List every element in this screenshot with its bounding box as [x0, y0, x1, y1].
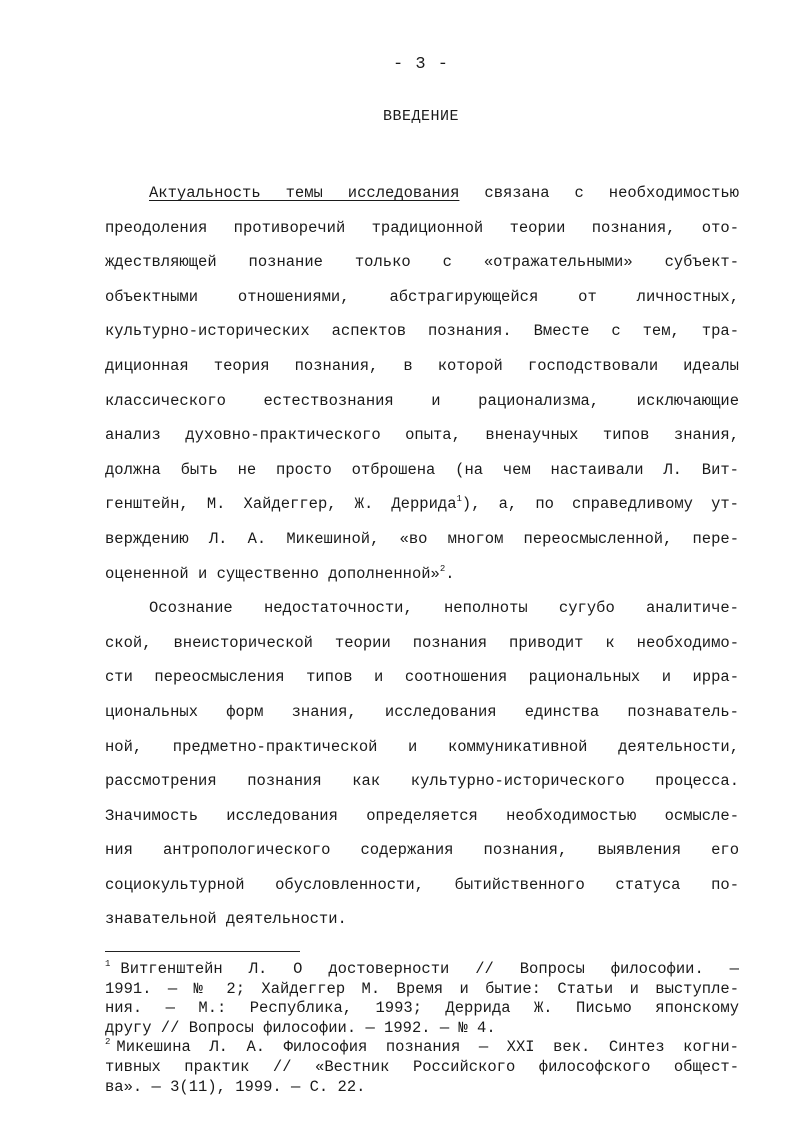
- footnote-marker-2: 2: [105, 1037, 111, 1048]
- paragraph-1-line-9: должна быть не просто отброшена (на чем настаивали Л. Вит-: [105, 460, 739, 479]
- section-heading: ВВЕДЕНИЕ: [382, 108, 459, 125]
- paragraph-1-line-6: диционная теория познания, в которой господствовали идеалы: [105, 356, 739, 375]
- line-text: генштейн, М. Хайдеггер, Ж. Деррида: [105, 495, 457, 514]
- paragraph-1-line-3: ждествляющей познание только с «отражательными» субъект-: [105, 253, 739, 272]
- footnote-1-line-1: [105, 960, 739, 980]
- line-text: .: [445, 564, 455, 583]
- paragraph-2-line-7: Значимость исследования определяется необходимостью осмысле-: [105, 806, 739, 825]
- paragraph-1-line-1: [105, 176, 739, 211]
- line-text: оцененной и существенно дополненной»: [105, 564, 440, 583]
- paragraph-2-line-1: Осознание недостаточности, неполноты сугубо аналитиче-: [149, 599, 739, 618]
- footnote-1-line-4: другу // Вопросы философии. — 1992. — № 4.: [105, 1018, 496, 1037]
- paragraph-1-line-2: преодоления противоречий традиционной теории познания, ото-: [105, 218, 739, 237]
- paragraph-1-line-7: классического естествознания и рационализма, исключающие: [105, 391, 739, 410]
- line-text: Витгенштейн Л. О достоверности // Вопросы философии. —: [120, 960, 739, 978]
- underlined-phrase: Актуальность темы исследования: [149, 184, 460, 202]
- line-text: ), а, по справедливому ут-: [461, 495, 739, 514]
- footnote-divider: [105, 951, 300, 952]
- footnotes: [105, 960, 739, 1097]
- footnote-marker-1: 1: [105, 959, 111, 969]
- footnote-ref-2: 2: [439, 563, 446, 574]
- line-text: Микешина Л. А. Философия познания — XXI век. Синтез когни-: [116, 1038, 739, 1057]
- paragraph-2-line-3: сти переосмысления типов и соотношения рациональных и ирра-: [105, 668, 739, 687]
- paragraph-2-line-5: ной, предметно-практической и коммуникативной деятельности,: [105, 737, 739, 756]
- line-text: связана с необходимостью: [459, 184, 740, 202]
- paragraph-2-line-10: знавательной деятельности.: [105, 910, 347, 929]
- footnote-ref-1: 1: [456, 494, 462, 505]
- footnote-2-line-2: тивных практик // «Вестник Российского философского общест-: [105, 1057, 739, 1076]
- body-text: [105, 176, 739, 937]
- paragraph-2-line-9: социокультурной обусловленности, бытийственного статуса по-: [105, 875, 739, 894]
- paragraph-2-line-4: циональных форм знания, исследования единства познаватель-: [105, 702, 739, 721]
- paragraph-2-line-2: ской, внеисторической теории познания приводит к необходимо-: [105, 633, 739, 652]
- paragraph-2-line-6: рассмотрения познания как культурно-исторического процесса.: [105, 772, 739, 791]
- paragraph-2-line-8: ния антропологического содержания познания, выявления его: [105, 841, 739, 860]
- footnote-1-line-2: 1991. — № 2; Хайдеггер М. Время и бытие: Статьи и выступле-: [105, 979, 739, 998]
- paragraph-1-line-5: культурно-исторических аспектов познания. Вместе с тем, тра-: [105, 322, 739, 341]
- footnote-2-line-1: [105, 1038, 739, 1058]
- paragraph-1-line-4: объектными отношениями, абстрагирующейся от личностных,: [105, 287, 739, 306]
- paragraph-1-line-11: верждению Л. А. Микешиной, «во многом переосмысленной, пере-: [105, 529, 739, 548]
- paragraph-1-line-8: анализ духовно-практического опыта, вненаучных типов знания,: [105, 426, 739, 445]
- page-number: - 3 -: [392, 55, 449, 74]
- footnote-1-line-3: ния. — М.: Республика, 1993; Деррида Ж. Письмо японскому: [105, 999, 739, 1018]
- footnote-2-line-3: ва». — 3(11), 1999. — С. 22.: [105, 1077, 366, 1096]
- paragraph-1-line-12: [105, 557, 739, 592]
- paragraph-1-line-10: [105, 487, 739, 522]
